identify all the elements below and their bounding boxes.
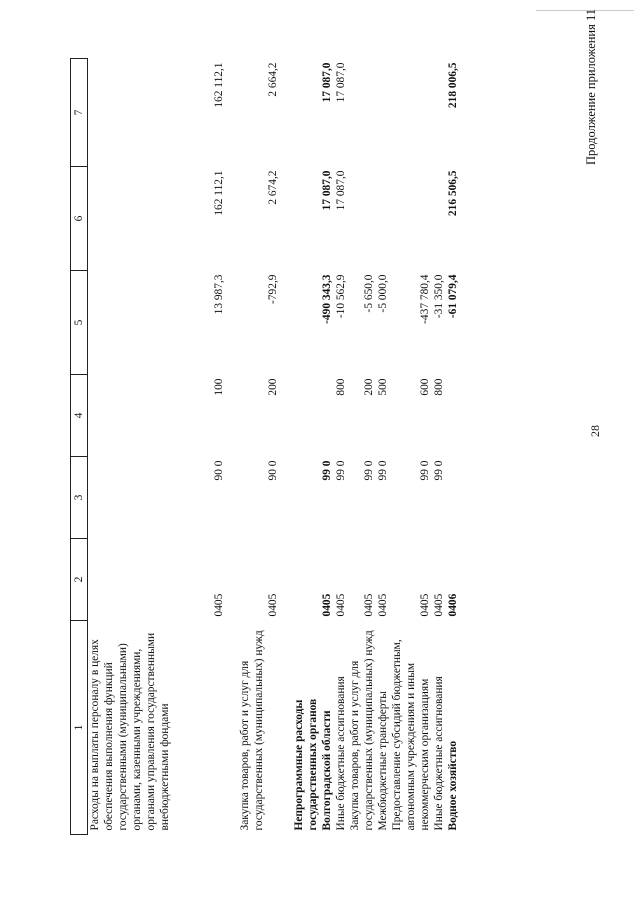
table-row — [432, 59, 446, 835]
row-col7 — [376, 59, 390, 167]
row-col5: -5 650,0 — [363, 274, 375, 313]
continuation-note: Продолжение приложения 11 — [584, 8, 598, 165]
row-program: 99 0 — [335, 460, 347, 481]
row-section: 0405 — [433, 593, 445, 617]
table-row — [88, 59, 239, 835]
row-col7 — [390, 59, 432, 167]
col-header-7: 7 — [71, 59, 88, 167]
row-section: 0405 — [335, 593, 347, 617]
row-program: 90 0 — [213, 460, 225, 481]
row-section: 0405 — [363, 593, 375, 617]
row-col6: 17 087,0 — [321, 170, 333, 211]
row-col5: -10 562,9 — [335, 274, 347, 319]
col-header-3: 3 — [71, 457, 88, 539]
row-name: Закупка товаров, работ и услуг для государственных (муниципальных) нужд — [349, 630, 375, 831]
col-header-2: 2 — [71, 539, 88, 621]
row-col6 — [432, 167, 446, 271]
row-name: Межбюджетные трансферты — [377, 691, 389, 831]
col-header-4: 4 — [71, 375, 88, 457]
row-program: 99 0 — [321, 460, 333, 481]
row-col7: 162 112,1 — [213, 62, 225, 108]
row-col7: 218 006,5 — [447, 62, 459, 109]
row-type: 800 — [433, 378, 445, 396]
table-row-bold — [292, 59, 334, 835]
row-program — [446, 457, 460, 539]
row-section: 0405 — [321, 593, 333, 617]
row-col7: 2 664,2 — [267, 62, 279, 97]
row-col6 — [348, 167, 376, 271]
row-type — [446, 375, 460, 457]
table-row-bold — [446, 59, 460, 835]
row-col5: -490 343,3 — [321, 274, 333, 324]
row-col5: -5 000,0 — [377, 274, 389, 313]
row-col7: 17 087,0 — [321, 62, 333, 103]
table-header-row — [71, 59, 88, 835]
row-name: Закупка товаров, работ и услуг для государственных (муниципальных) нужд — [239, 630, 265, 831]
row-section: 0405 — [267, 593, 279, 617]
row-col6: 216 506,5 — [447, 170, 459, 217]
table-row — [334, 59, 348, 835]
row-type: 500 — [377, 378, 389, 396]
row-col5: -31 350,0 — [433, 274, 445, 319]
table-row — [376, 59, 390, 835]
row-program: 99 0 — [377, 460, 389, 481]
table-row — [238, 59, 292, 835]
row-col7 — [348, 59, 376, 167]
row-col7 — [432, 59, 446, 167]
row-col6 — [390, 167, 432, 271]
row-name: Непрограммные расходы государственных органов Волгоградской области — [293, 698, 333, 831]
row-program: 90 0 — [267, 460, 279, 481]
col-header-6: 6 — [71, 167, 88, 271]
row-type: 600 — [419, 378, 431, 396]
row-col6: 2 674,2 — [267, 170, 279, 205]
row-program: 99 0 — [433, 460, 445, 481]
row-section: 0405 — [377, 593, 389, 617]
row-section: 0406 — [447, 593, 459, 617]
row-col5: 13 987,3 — [213, 274, 225, 315]
row-type: 200 — [267, 378, 279, 396]
table-row — [390, 59, 432, 835]
budget-table — [70, 58, 460, 835]
row-program: 99 0 — [419, 460, 431, 481]
row-col6: 17 087,0 — [335, 170, 347, 211]
row-name: Расходы на выплаты персоналу в целях обеспечения выполнения функций государственными (муниципальными) органами, казенными учреждениями, органами управления государственными внебюджетными фондами — [89, 632, 171, 831]
row-col5: -437 780,4 — [419, 274, 431, 324]
row-col5: -61 079,4 — [447, 274, 459, 319]
col-header-1: 1 — [71, 621, 88, 835]
page-number: 28 — [588, 425, 602, 437]
table-row — [348, 59, 376, 835]
row-name: Иные бюджетные ассигнования — [433, 676, 445, 831]
row-section: 0405 — [419, 593, 431, 617]
row-section: 0405 — [213, 593, 225, 617]
row-type: 800 — [335, 378, 347, 396]
row-name: Иные бюджетные ассигнования — [335, 676, 347, 831]
row-name: Водное хозяйство — [447, 740, 459, 831]
row-program: 99 0 — [363, 460, 375, 481]
row-col6 — [376, 167, 390, 271]
row-col7: 17 087,0 — [335, 62, 347, 103]
row-type: 200 — [363, 378, 375, 396]
row-col6: 162 112,1 — [213, 170, 225, 216]
row-type: 100 — [213, 378, 225, 396]
col-header-5: 5 — [71, 271, 88, 375]
row-type — [292, 375, 334, 457]
row-name: Предоставление субсидий бюджетным, автономным учреждениям и иным некоммерческим организациям — [391, 639, 431, 831]
row-col5: -792,9 — [267, 274, 279, 304]
